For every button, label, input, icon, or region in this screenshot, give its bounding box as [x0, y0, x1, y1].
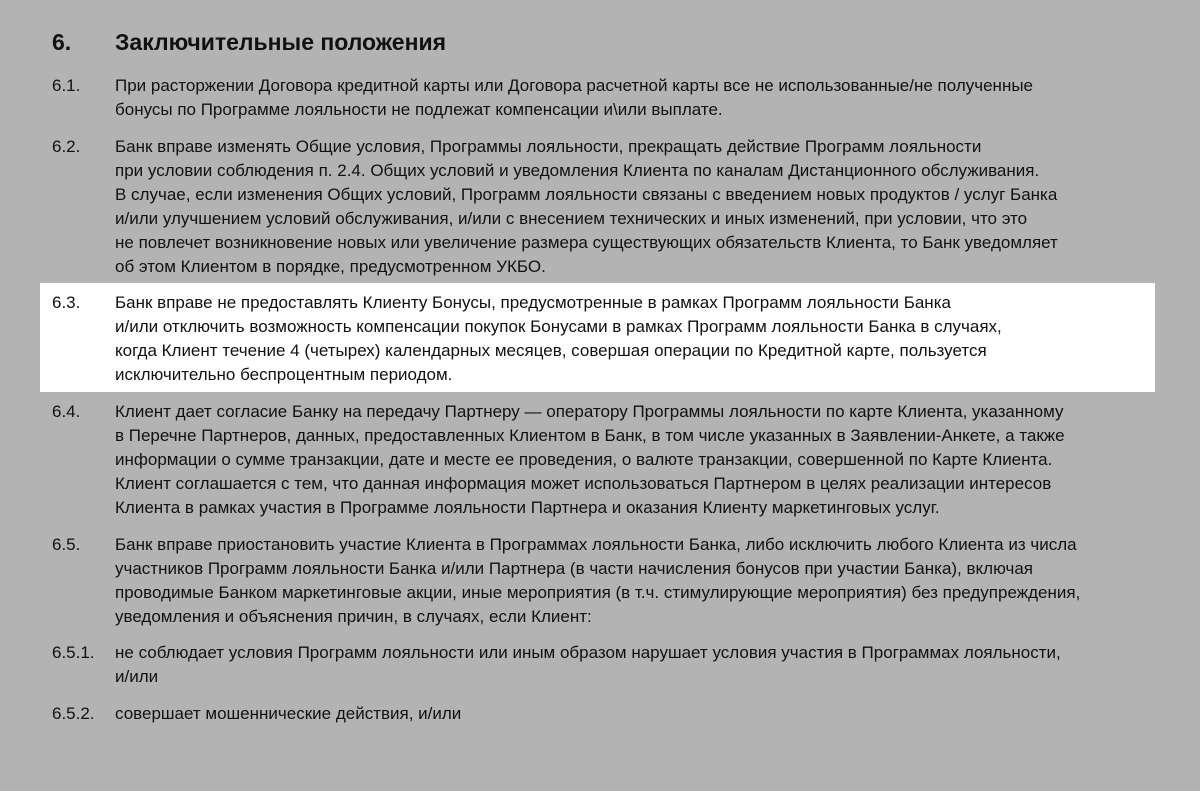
- clause-text: [115, 702, 1190, 726]
- clause-line: и/или улучшением условий обслуживания, и/или с внесением технических и иных изменений, при условии, что это: [115, 209, 1028, 228]
- clause-number: 6.5.2.: [52, 704, 95, 723]
- clause-line: совершает мошеннические действия, и/или: [115, 704, 462, 723]
- clause-text: [115, 533, 1190, 629]
- clause-number: 6.4.: [52, 402, 81, 421]
- clause-number: 6.1.: [52, 76, 81, 95]
- clause-text: [115, 400, 1190, 520]
- clause-line: и/или: [115, 667, 159, 686]
- clause-line: не повлечет возникновение новых или увеличение размера существующих обязательств Клиента, то Банк уведомляет: [115, 233, 1058, 252]
- clause-text: [115, 74, 1190, 122]
- clause-number: 6.2.: [52, 137, 81, 156]
- clause-line: в Перечне Партнеров, данных, предоставленных Клиентом в Банк, в том числе указанных в Заявлении-Анкете, а также: [115, 426, 1065, 445]
- clause-line: при условии соблюдения п. 2.4. Общих условий и уведомления Клиента по каналам Дистанционного обслуживания.: [115, 161, 1040, 180]
- section-header: [0, 26, 1200, 60]
- clause-line: уведомления и объяснения причин, в случаях, если Клиент:: [115, 607, 592, 626]
- clause-line: когда Клиент течение 4 (четырех) календарных месяцев, совершая операции по Кредитной карте, пользуется: [115, 341, 987, 360]
- clause-text: [115, 135, 1190, 279]
- section-title: Заключительные положения: [115, 29, 447, 55]
- clause-line: исключительно беспроцентным периодом.: [115, 365, 453, 384]
- clause-line: об этом Клиентом в порядке, предусмотренном УКБО.: [115, 257, 546, 276]
- clause-line: При расторжении Договора кредитной карты или Договора расчетной карты все не использованные/не полученные: [115, 76, 1034, 95]
- clause-line: Клиент соглашается с тем, что данная информация может использоваться Партнером в целях реализации интересов: [115, 474, 1052, 493]
- clause-line: Банк вправе приостановить участие Клиента в Программах лояльности Банка, либо исключить любого Клиента из числа: [115, 535, 1077, 554]
- clause-line: участников Программ лояльности Банка и/или Партнера (в части начисления бонусов при участии Банка), включая: [115, 559, 1033, 578]
- clause-line: Клиента в рамках участия в Программе лояльности Партнера и оказания Клиенту маркетинговых услуг.: [115, 498, 940, 517]
- clause-line: В случае, если изменения Общих условий, Программ лояльности связаны с введением новых продуктов / услуг Банка: [115, 185, 1058, 204]
- clause-text: [115, 641, 1190, 689]
- section-number: 6.: [52, 29, 72, 55]
- clause-line: и/или отключить возможность компенсации покупок Бонусами в рамках Программ лояльности Банка в случаях,: [115, 317, 1002, 336]
- clause-number: 6.5.: [52, 535, 81, 554]
- clause-line: Клиент дает согласие Банку на передачу Партнеру — оператору Программы лояльности по карте Клиента, указанному: [115, 402, 1064, 421]
- clause-line: бонусы по Программе лояльности не подлежат компенсации и\или выплате.: [115, 100, 723, 119]
- clause-text: [115, 291, 1190, 387]
- clause-line: Банк вправе не предоставлять Клиенту Бонусы, предусмотренные в рамках Программ лояльности Банка: [115, 293, 951, 312]
- clause-number: 6.3.: [52, 293, 81, 312]
- clause-line: не соблюдает условия Программ лояльности или иным образом нарушает условия участия в Программах лояльности,: [115, 643, 1061, 662]
- clause-line: проводимые Банком маркетинговые акции, иные мероприятия (в т.ч. стимулирующие мероприятия) без предупреждения,: [115, 583, 1081, 602]
- clause-number: 6.5.1.: [52, 643, 95, 662]
- clause-line: Банк вправе изменять Общие условия, Программы лояльности, прекращать действие Программ лояльности: [115, 137, 982, 156]
- clause-line: информации о сумме транзакции, дате и месте ее проведения, о валюте транзакции, совершенной по Карте Клиента.: [115, 450, 1053, 469]
